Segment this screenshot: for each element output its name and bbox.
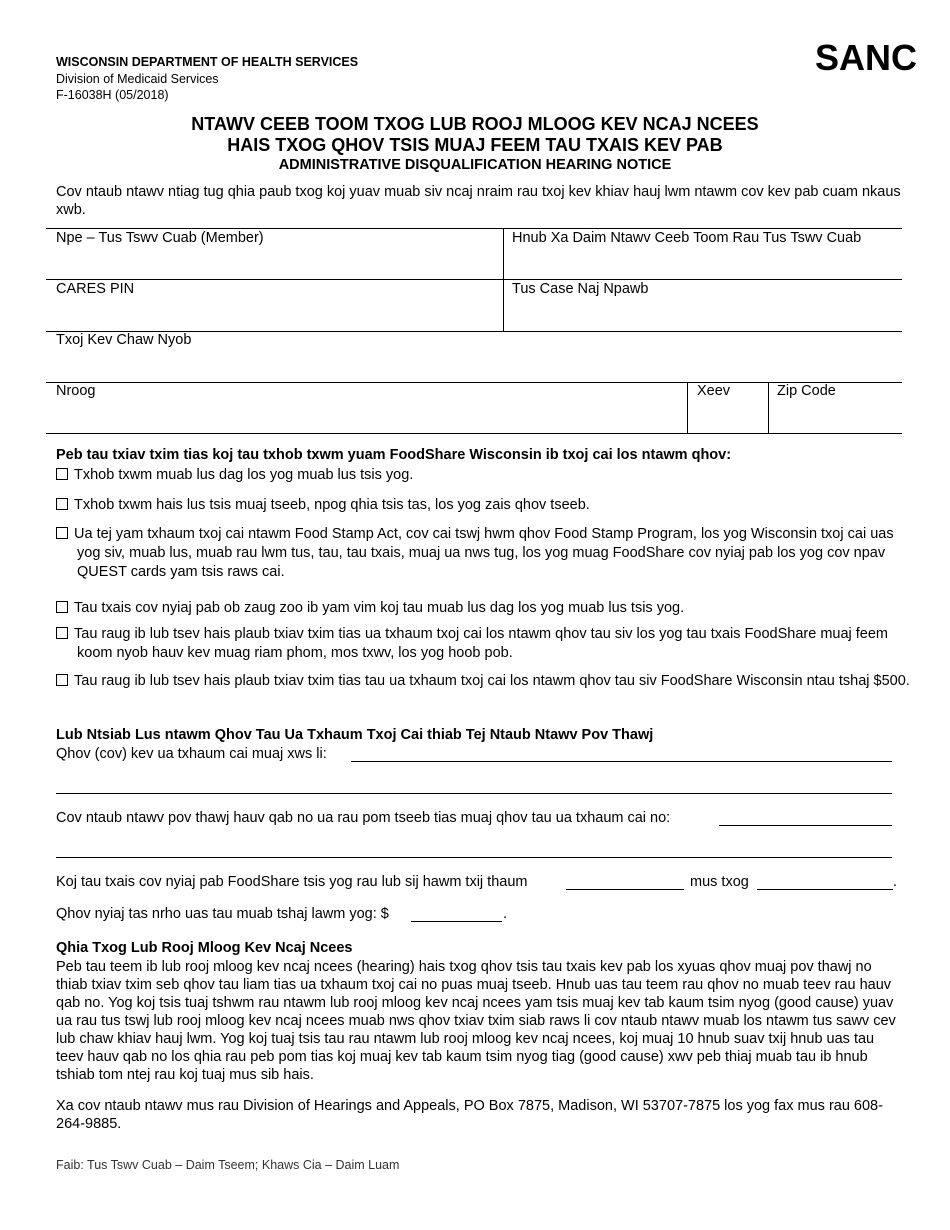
violation-checkbox-6[interactable] (56, 672, 917, 691)
case-number-field[interactable] (506, 301, 900, 329)
hearing-body: Peb tau teem ib lub rooj mloog kev ncaj ncees (hearing) hais txog qhov tsis tau txais kev pab los xyuas qhov muaj pov thawj no thiab txiav txim seb qhov tau liam tias ua txhaum txoj cai no puas muaj tseeb. Hnub uas tau teem rau qhov no muab teev rau hauv qab no. Yog koj tsis tuaj tshwm rau ntawm lub rooj mloog kev ncaj ncees yam tsis muaj kev tab kaum tsim nyog (good cause) yuav ua rau tus tswj lub rooj mloog kev ncaj ncees muab nws qhov txiav txim siab raws li cov ntaub ntawv muab los ntawm tus sawv cev lub chaw khiav hauj lwm. Yog koj tuaj tsis tau rau ntawm lub rooj mloog kev ncaj ncees, koj muaj 10 hnub suav txij hnub uas tau teev hauv qab no los qhia rau peb pom tias koj muaj kev tab kaum tsim nyog tiag (good cause) xwv peb thiaj muab tau ib hnub tshiab tom ntej rau koj tuaj mus sib hais. (56, 959, 896, 1083)
title-line-2: HAIS TXOG QHOV TSIS MUAJ FEEM TAU TXAIS KEV PAB (227, 135, 723, 155)
violation-text-5: Tau raug ib lub tsev hais plaub txiav txim tias ua txhaum txoj cai los ntawm qhov tau siv los yog tau txais FoodShare muaj feem koom nyob hauv kev muag riam phom, mos txwv, los yog hoob pob. (74, 626, 889, 661)
summary-heading: Lub Ntsiab Lus ntawm Qhov Tau Ua Txhaum Txoj Cai thiab Tej Ntaub Ntawv Pov Thawj (56, 727, 654, 743)
overpayment-label: Qhov nyiaj tas nrho uas tau muab tshaj lawm yog: $ (56, 906, 389, 922)
hearing-heading: Qhia Txog Lub Rooj Mloog Kev Ncaj Ncees (56, 940, 353, 956)
zip-field[interactable] (771, 403, 900, 431)
period-end-field[interactable] (757, 889, 893, 890)
period-start-field[interactable] (566, 889, 684, 890)
violation-text-4: Tau txais cov nyiaj pab ob zaug zoo ib yam vim koj tau muab lus dag los yog muab lus tsis yog. (74, 600, 685, 616)
checkbox-icon[interactable] (56, 601, 68, 613)
agency-name: WISCONSIN DEPARTMENT OF HEALTH SERVICES (56, 55, 359, 69)
notice-date-field[interactable] (506, 250, 900, 277)
checkbox-icon[interactable] (56, 627, 68, 639)
evidence-line-2[interactable] (56, 857, 892, 858)
checkbox-icon[interactable] (56, 674, 68, 686)
violation-checkbox-1[interactable] (56, 466, 917, 485)
city-field[interactable] (48, 403, 682, 431)
violation-text-2: Txhob txwm hais lus tsis muaj tseeb, npog qhia tsis tas, los yog zais qhov tseeb. (74, 497, 590, 513)
form-number: F-16038H (05/2018) (56, 88, 169, 102)
member-name-field[interactable] (48, 250, 498, 277)
violation-checkbox-3[interactable] (56, 525, 917, 582)
cares-pin-field[interactable] (48, 301, 498, 329)
overpayment-field[interactable] (411, 921, 502, 922)
city-label: Nroog (56, 383, 96, 399)
checkbox-icon[interactable] (56, 468, 68, 480)
member-name-label: Npe – Tus Tswv Cuab (Member) (56, 230, 264, 246)
violation-line[interactable] (351, 761, 892, 762)
mailing-instructions: Xa cov ntaub ntawv mus rau Division of Hearings and Appeals, PO Box 7875, Madison, WI 53707-7875 los yog fax mus rau 608-264-9885. (56, 1098, 883, 1132)
overpayment-end-punct: . (503, 906, 508, 922)
violation-text-1: Txhob txwm muab lus dag los yog muab lus tsis yog. (74, 467, 414, 483)
title-line-1: NTAWV CEEB TOOM TXOG LUB ROOJ MLOOG KEV NCAJ NCEES (191, 114, 759, 134)
address-field[interactable] (48, 352, 900, 380)
violation-checkbox-4[interactable] (56, 599, 917, 618)
violations-heading: Peb tau txiav txim tias koj tau txhob txwm yuam FoodShare Wisconsin ib txoj cai los ntawm qhov: (56, 447, 732, 463)
violation-checkbox-5[interactable] (56, 625, 917, 663)
violation-line-2[interactable] (56, 793, 892, 794)
address-label: Txoj Kev Chaw Nyob (56, 332, 192, 348)
cares-pin-label: CARES PIN (56, 281, 135, 297)
notice-date-label: Hnub Xa Daim Ntawv Ceeb Toom Rau Tus Tswv Cuab (512, 230, 862, 246)
state-field[interactable] (690, 403, 765, 431)
case-number-label: Tus Case Naj Npawb (512, 281, 649, 297)
distribution-footer: Faib: Tus Tswv Cuab – Daim Tseem; Khaws Cia – Daim Luam (56, 1158, 400, 1172)
violation-text-6: Tau raug ib lub tsev hais plaub txiav txim tias tau ua txhaum txoj cai los ntawm qhov tau siv FoodShare Wisconsin ntau tshaj $500. (74, 673, 910, 689)
intro-text: Cov ntaub ntawv ntiag tug qhia paub txog koj yuav muab siv ncaj nraim rau txoj kev khiav hauj lwm ntawm cov kev pab cuam nkaus xwb. (56, 184, 901, 218)
form-code: SANC (814, 37, 917, 78)
title-line-3: ADMINISTRATIVE DISQUALIFICATION HEARING NOTICE (278, 157, 672, 173)
checkbox-icon[interactable] (56, 498, 68, 510)
violation-text-3: Ua tej yam txhaum txoj cai ntawm Food Stamp Act, cov cai tswj hwm qhov Food Stamp Program, los yog Wisconsin txoj cai uas yog siv, muab lus, muab rau lwm tus, tau, tau txais, muaj ua nws tug, los yog muag FoodShare cov nyiaj pab los yog cov npav QUEST cards yam tsis raws cai. (74, 526, 894, 580)
violation-label: Qhov (cov) kev ua txhaum cai muaj xws li: (56, 746, 327, 762)
period-prefix: Koj tau txais cov nyiaj pab FoodShare tsis yog rau lub sij hawm txij thaum (56, 874, 528, 890)
zip-label: Zip Code (777, 383, 836, 399)
division-name: Division of Medicaid Services (56, 72, 219, 86)
violation-checkbox-2[interactable] (56, 496, 917, 515)
evidence-label: Cov ntaub ntawv pov thawj hauv qab no ua rau pom tseeb tias muaj qhov tau ua txhaum cai no: (56, 810, 671, 826)
period-middle: mus txog (690, 874, 749, 890)
period-end-punct: . (893, 874, 898, 890)
evidence-line[interactable] (719, 825, 892, 826)
state-label: Xeev (697, 383, 731, 399)
checkbox-icon[interactable] (56, 527, 68, 539)
